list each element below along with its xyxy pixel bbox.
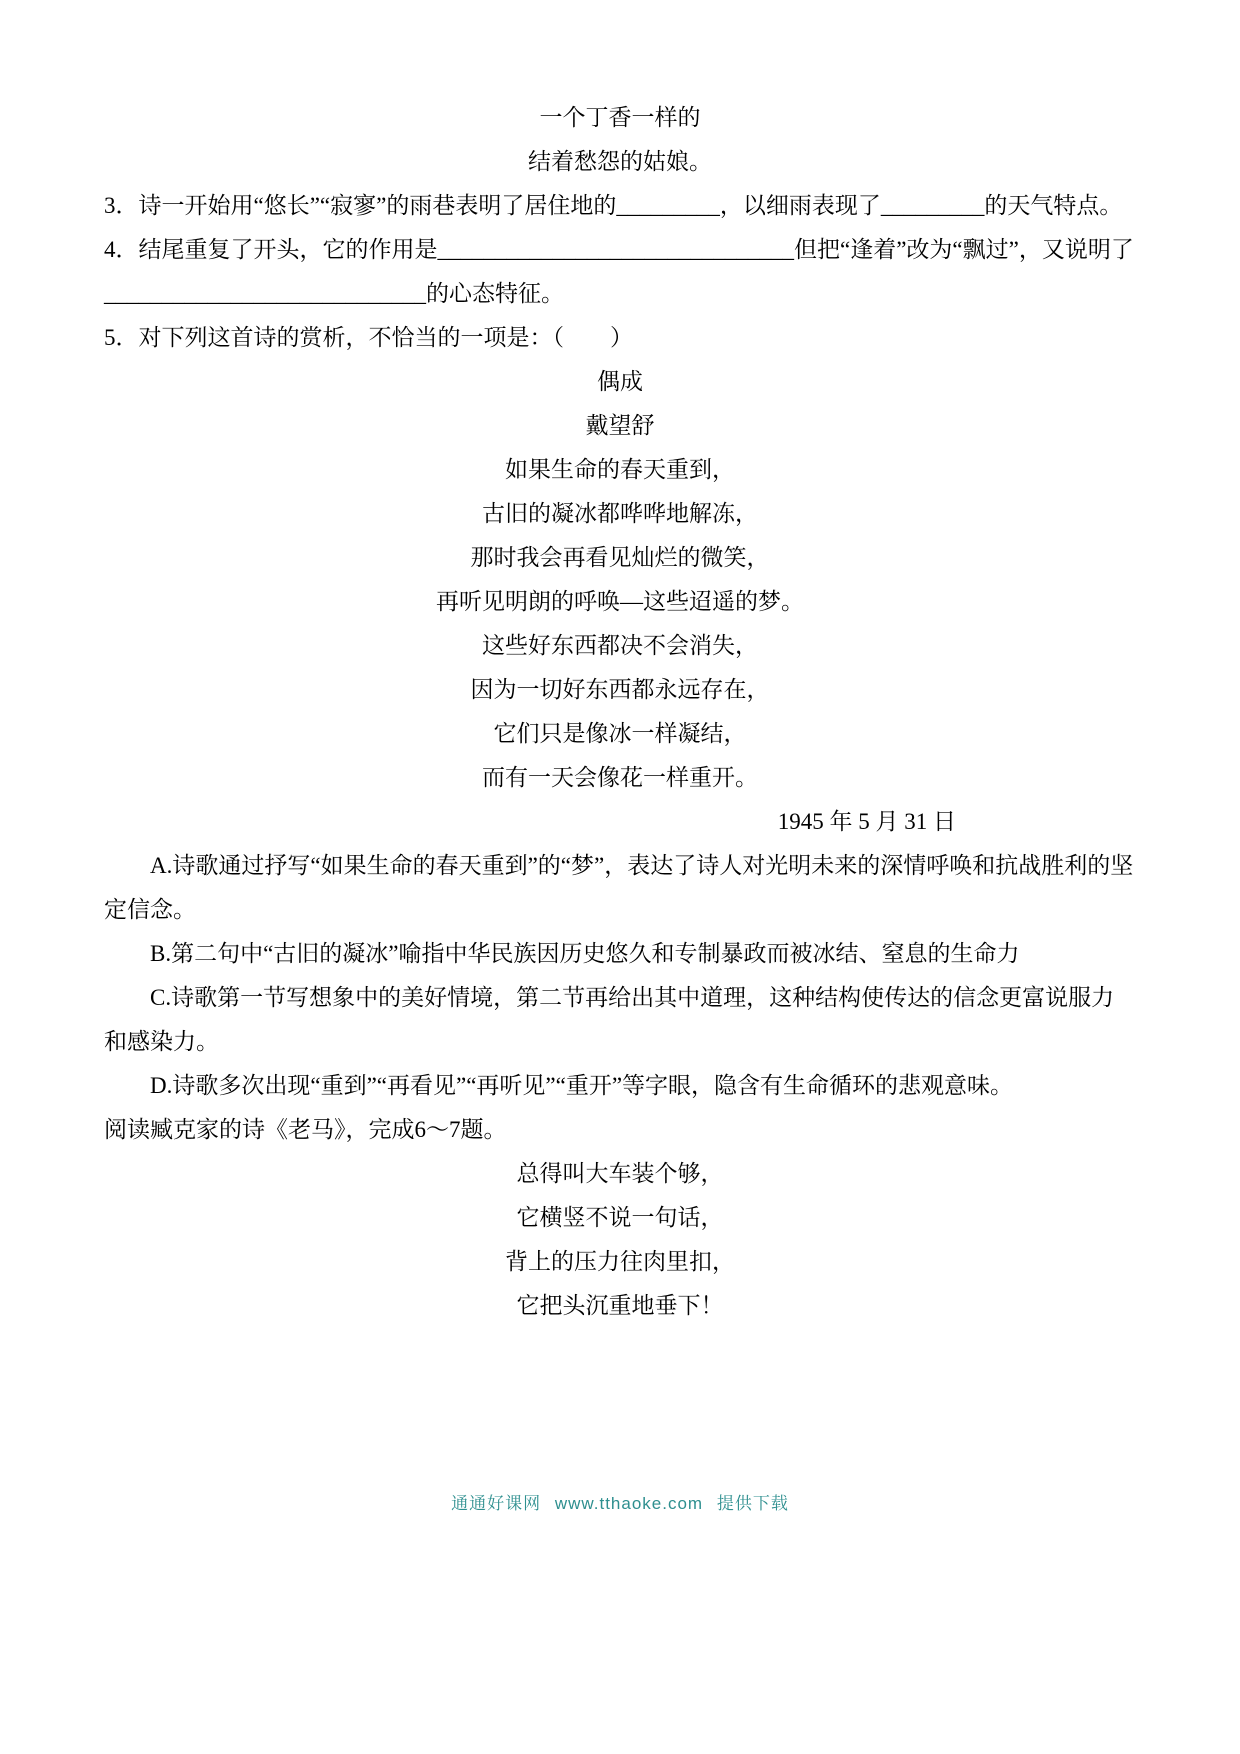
option-b: B.第二句中“古旧的凝冰”喻指中华民族因历史悠久和专制暴政而被冰结、窒息的生命力 (150, 941, 1020, 966)
oucheng-author: 戴望舒 (585, 413, 655, 438)
option-a: A.诗歌通过抒写“如果生命的春天重到”的“梦”，表达了诗人对光明未来的深情呼唤和抗战胜利的坚定信念。 (104, 853, 1134, 922)
oucheng-line: 那时我会再看见灿烂的微笑， (470, 545, 770, 570)
oucheng-line: 再听见明朗的呼唤—这些迢遥的梦。 (436, 589, 804, 614)
laoma-line: 它横竖不说一句话， (516, 1205, 724, 1230)
question-4: 4．结尾重复了开头，它的作用是_______________________________但把“逢着”改为“飘过”，又说明了____________________________的心态特征。 (104, 237, 1134, 306)
oucheng-line: 这些好东西都决不会消失， (482, 633, 758, 658)
oucheng-line: 因为一切好东西都永远存在， (470, 677, 770, 702)
oucheng-line: 古旧的凝冰都哗哗地解冻， (482, 501, 758, 526)
yuxiang-excerpt-line-1: 一个丁香一样的 (539, 105, 701, 130)
oucheng-line: 它们只是像冰一样凝结， (493, 721, 747, 746)
oucheng-date: 1945 年 5 月 31 日 (777, 809, 956, 834)
question-5: 5．对下列这首诗的赏析，不恰当的一项是：（ ） (104, 325, 633, 350)
page-footer (0, 1492, 1240, 1516)
question-3: 3．诗一开始用“悠长”“寂寥”的雨巷表明了居住地的_________，以细雨表现了_________的天气特点。 (104, 193, 1123, 218)
oucheng-line: 而有一天会像花一样重开。 (482, 765, 758, 790)
oucheng-title: 偶成 (597, 369, 643, 394)
laoma-intro: 阅读臧克家的诗《老马》，完成6～7题。 (104, 1117, 507, 1142)
oucheng-line: 如果生命的春天重到， (505, 457, 735, 482)
footer-suffix: 提供下载 (716, 1494, 789, 1513)
footer-site-name: 通通好课网 (451, 1494, 542, 1513)
option-d: D.诗歌多次出现“重到”“再看见”“再听见”“重开”等字眼，隐含有生命循环的悲观意味。 (150, 1073, 1014, 1098)
footer-site-url: www.tthaoke.com (554, 1494, 704, 1513)
option-c: C.诗歌第一节写想象中的美好情境，第二节再给出其中道理，这种结构使传达的信念更富说服力和感染力。 (104, 985, 1115, 1054)
laoma-line: 总得叫大车装个够， (516, 1161, 724, 1186)
yuxiang-excerpt-line-2: 结着愁怨的姑娘。 (528, 149, 712, 174)
laoma-line: 它把头沉重地垂下！ (516, 1293, 724, 1318)
laoma-line: 背上的压力往肉里扣， (505, 1249, 735, 1274)
